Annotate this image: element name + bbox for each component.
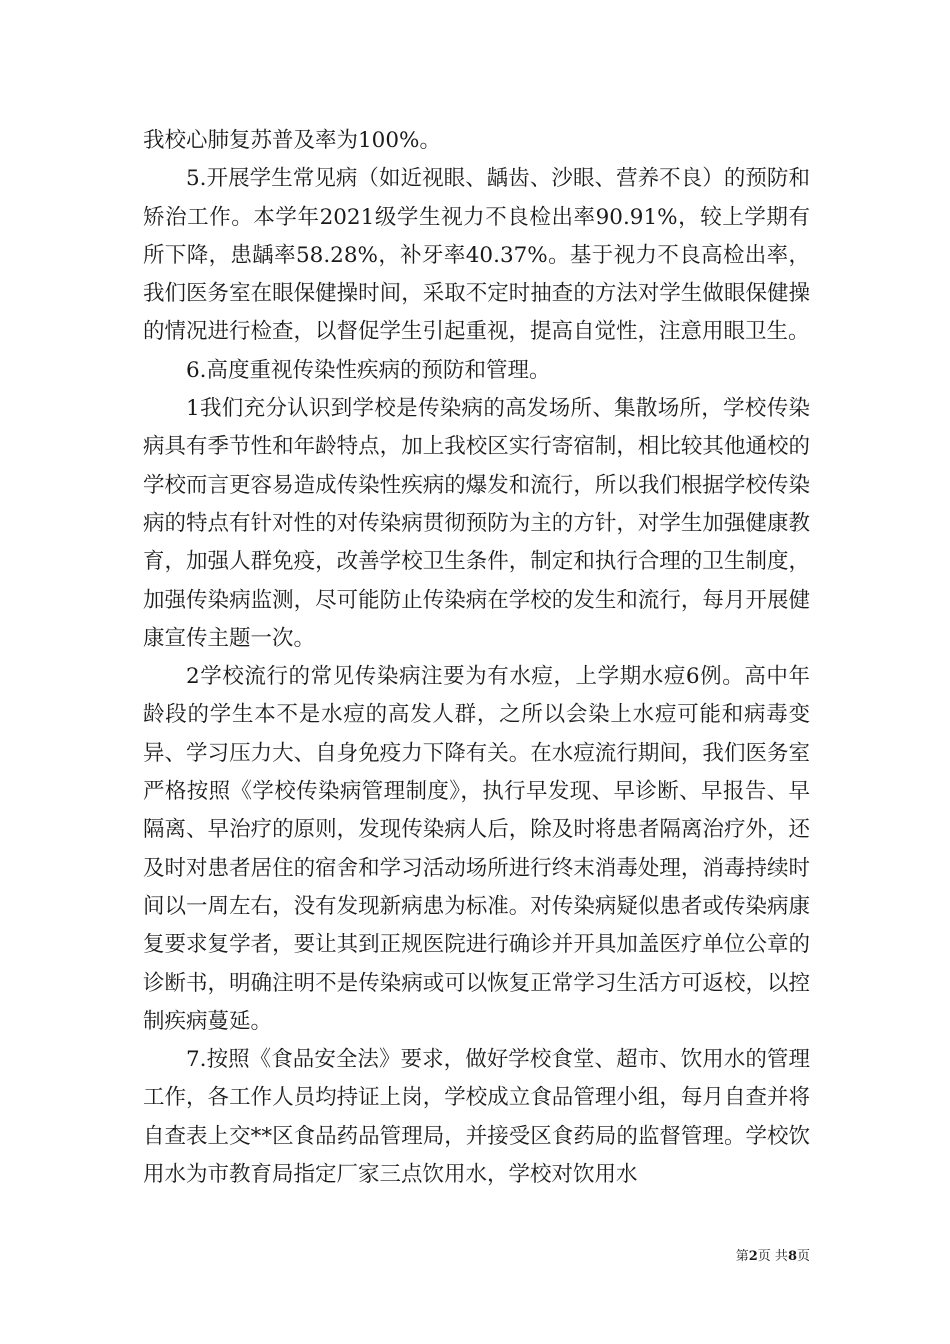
document-body bbox=[143, 122, 810, 1194]
paragraph-cpr-rate: 我校心肺复苏普及率为100%。 bbox=[143, 128, 441, 153]
footer-prefix: 第 bbox=[735, 1249, 749, 1264]
paragraph-infectious-prevention: 1我们充分认识到学校是传染病的高发场所、集散场所，学校传染病具有季节性和年龄特点，加上我校区实行寄宿制，相比较其他通校的学校而言更容易造成传染性疾病的爆发和流行，所以我们根据学校传染病的特点有针对性的对传染病贯彻预防为主的方针，对学生加强健康教育，加强人群免疫，改善学校卫生条件，制定和执行合理的卫生制度，加强传染病监测，尽可能防止传染病在学校的发生和流行，每月开展健康宣传主题一次。 bbox=[143, 396, 810, 651]
paragraph-food-safety: 7.按照《食品安全法》要求，做好学校食堂、超市、饮用水的管理工作，各工作人员均持证上岗，学校成立食品管理小组，每月自查并将自查表上交**区食品药品管理局，并接受区食药局的监督管理。学校饮用水为市教育局指定厂家三点饮用水，学校对饮用水 bbox=[143, 1047, 810, 1188]
paragraph-infectious-heading: 6.高度重视传染性疾病的预防和管理。 bbox=[186, 357, 551, 383]
page-number-footer bbox=[640, 1248, 810, 1266]
footer-suffix: 页 bbox=[796, 1249, 810, 1264]
footer-total-pages: 8 bbox=[787, 1249, 797, 1264]
paragraph-common-diseases: 5.开展学生常见病（如近视眼、龋齿、沙眼、营养不良）的预防和矫治工作。本学年2021级学生视力不良检出率90.91%，较上学期有所下降，患龋率58.28%，补牙率40.37%。基于视力不良高检出率，我们医务室在眼保健操时间，采取不定时抽查的方法对学生做眼保健操的情况进行检查，以督促学生引起重视，提高自觉性，注意用眼卫生。 bbox=[143, 166, 810, 345]
footer-middle: 页 共 bbox=[757, 1249, 788, 1264]
paragraph-chickenpox: 2学校流行的常见传染病注要为有水痘，上学期水痘6例。高中年龄段的学生本不是水痘的高发人群，之所以会染上水痘可能和病毒变异、学习压力大、自身免疫力下降有关。在水痘流行期间，我们医务室严格按照《学校传染病管理制度》，执行早发现、早诊断、早报告、早隔离、早治疗的原则，发现传染病人后，除及时将患者隔离治疗外，还及时对患者居住的宿舍和学习活动场所进行终末消毒处理，消毒持续时间以一周左右，没有发现新病患为标准。对传染病疑似患者或传染病康复要求复学者，要让其到正规医院进行确诊并开具加盖医疗单位公章的诊断书，明确注明不是传染病或可以恢复正常学习生活方可返校，以控制疾病蔓延。 bbox=[143, 664, 810, 1034]
footer-current-page: 2 bbox=[748, 1249, 758, 1264]
